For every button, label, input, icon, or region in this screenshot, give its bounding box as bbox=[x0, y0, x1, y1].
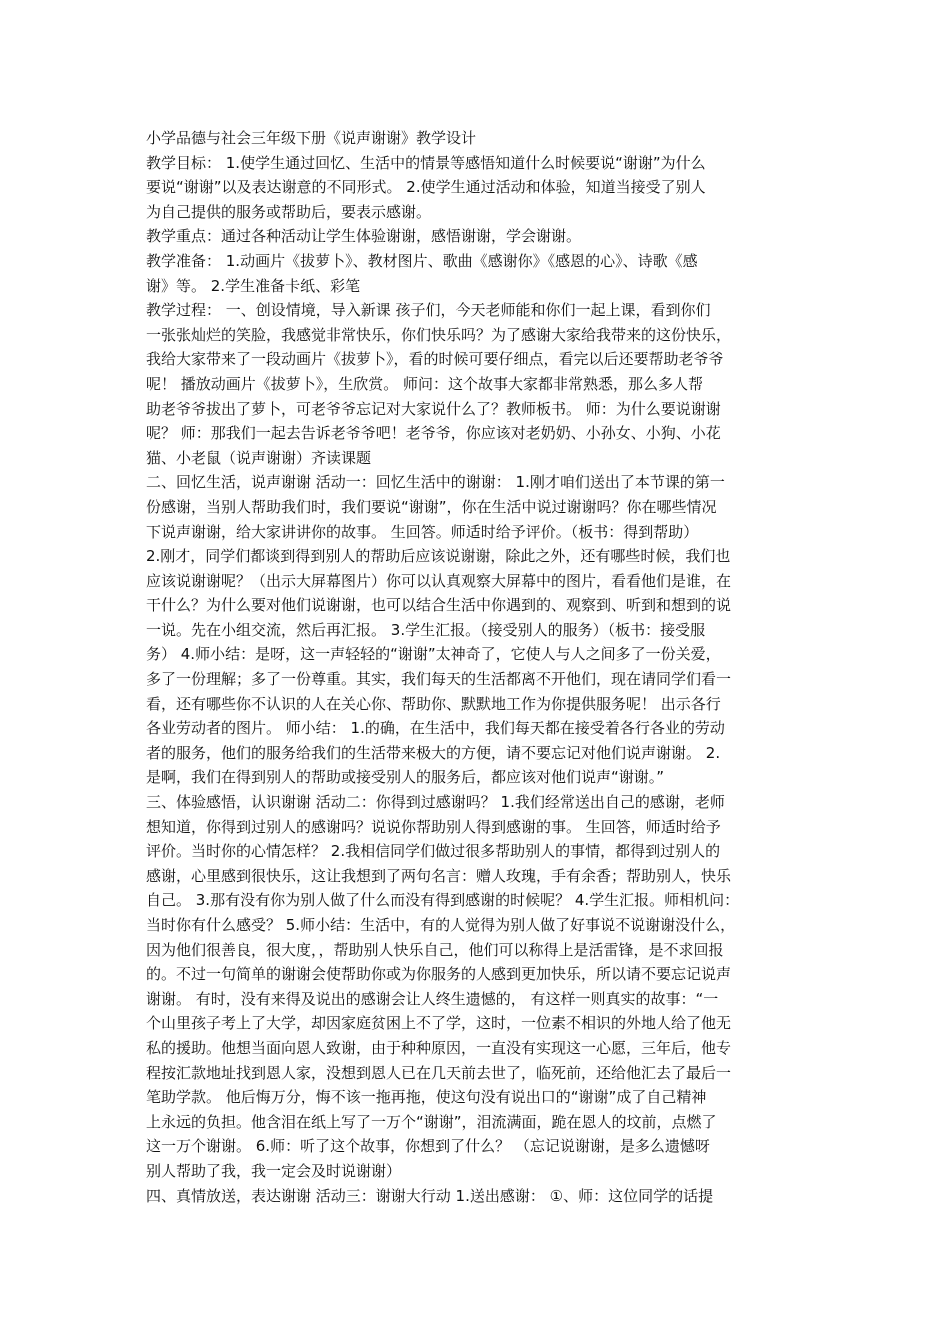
text-line bbox=[146, 224, 812, 249]
text-line-content: 笔助学款。 他后悔万分，悔不该一拖再拖，使这句没有说出口的“谢谢”成了自己精神 bbox=[146, 1088, 707, 1107]
text-line-content: 是啊，我们在得到别人的帮助或接受别人的服务后，都应该对他们说声“谢谢。” bbox=[146, 768, 665, 787]
text-line-content: 呢？ 师：那我们一起去告诉老爷爷吧！老爷爷，你应该对老奶奶、小孙女、小狗、小花 bbox=[146, 424, 721, 443]
text-line bbox=[146, 323, 812, 348]
text-line-content: 谢谢。 有时，没有来得及说出的感谢会让人终生遗憾的， 有这样一则真实的故事：“一 bbox=[146, 989, 719, 1008]
text-line-content: 私的援助。他想当面向恩人致谢，由于种种原因，一直没有实现这一心愿，三年后，他专 bbox=[146, 1038, 732, 1057]
text-line-content: 教学重点：通过各种活动让学生体验谢谢，感悟谢谢，学会谢谢。 bbox=[146, 227, 582, 246]
text-line-content: 当时你有什么感受？ 5.师小结：生活中，有的人觉得为别人做了好事说不说谢谢没什么， bbox=[146, 916, 736, 934]
text-line-content: 教学准备： 1.动画片《拔萝卜》、教材图片、歌曲《感谢你》《感恩的心》、诗歌《感 bbox=[146, 251, 698, 270]
text-line-content: 我给大家带来了一段动画片《拔萝卜》，看的时候可要仔细点，看完以后还要帮助老爷爷 bbox=[146, 350, 724, 369]
text-line-content: 谢》等。 2.学生准备卡纸、彩笔 bbox=[146, 276, 361, 295]
text-line bbox=[146, 470, 812, 495]
text-line-content: 者的服务，他们的服务给我们的生活带来极大的方便，请不要忘记对他们说声谢谢。 2. bbox=[146, 743, 721, 762]
text-line-content: 应该说谢谢呢？（出示大屏幕图片）你可以认真观察大屏幕中的图片，看看他们是谁，在 bbox=[146, 571, 732, 590]
text-line bbox=[146, 1036, 812, 1061]
text-line bbox=[146, 569, 812, 594]
text-line-content: 自己。 3.那有没有你为别人做了什么而没有得到感谢的时候呢？ 4.学生汇报。师相机问： bbox=[146, 891, 740, 910]
text-line bbox=[146, 175, 812, 200]
text-line-content: 小学品德与社会三年级下册《说声谢谢》教学设计 bbox=[146, 129, 477, 147]
text-line bbox=[146, 298, 812, 323]
text-line bbox=[146, 249, 812, 274]
text-line bbox=[146, 446, 812, 471]
text-line bbox=[146, 888, 812, 913]
text-line-content: 的。不过一句简单的谢谢会使帮助你或为你服务的人感到更加快乐，所以请不要忘记说声 bbox=[146, 965, 732, 984]
text-line bbox=[146, 151, 812, 176]
text-line bbox=[146, 200, 812, 225]
text-line-content: 上永远的负担。他含泪在纸上写了一万个“谢谢”，泪流满面，跪在恩人的坟前，点燃了 bbox=[146, 1112, 717, 1131]
document-title bbox=[146, 126, 812, 151]
text-line bbox=[146, 1061, 812, 1086]
text-line bbox=[146, 864, 812, 889]
text-line-content: 个山里孩子考上了大学，却因家庭贫困上不了学，这时，一位素不相识的外地人给了他无 bbox=[146, 1014, 732, 1033]
text-line bbox=[146, 397, 812, 422]
text-line-content: 教学目标： 1.使学生通过回忆、生活中的情景等感悟知道什么时候要说“谢谢”为什么 bbox=[146, 153, 706, 172]
text-line-content: 评价。当时你的心情怎样？ 2.我相信同学们做过很多帮助别人的事情，都得到过别人的 bbox=[146, 842, 721, 861]
text-line bbox=[146, 692, 812, 717]
text-line-content: 为自己提供的服务或帮助后，要表示感谢。 bbox=[146, 202, 432, 221]
text-line-content: 多了一份理解；多了一份尊重。其实，我们每天的生活都离不开他们，现在请同学们看一 bbox=[146, 670, 732, 689]
text-line bbox=[146, 1085, 812, 1110]
text-line bbox=[146, 520, 812, 545]
text-line-content: 要说“谢谢”以及表达谢意的不同形式。 2.使学生通过活动和体验，知道当接受了别人 bbox=[146, 178, 706, 197]
text-line-content: 一说。先在小组交流，然后再汇报。 3.学生汇报。（接受别人的服务）（板书：接受服 bbox=[146, 620, 706, 639]
text-line bbox=[146, 938, 812, 963]
text-line bbox=[146, 642, 812, 667]
text-line bbox=[146, 593, 812, 618]
text-line bbox=[146, 618, 812, 643]
text-line-content: 看，还有哪些你不认识的人在关心你、帮助你、默默地工作为你提供服务呢！ 出示各行 bbox=[146, 694, 721, 713]
text-line-content: 助老爷爷拔出了萝卜，可老爷爷忘记对大家说什么了？教师板书。 师：为什么要说谢谢 bbox=[146, 399, 721, 418]
text-line-content: 2.刚才，同学们都谈到得到别人的帮助后应该说谢谢，除此之外，还有哪些时候，我们也 bbox=[146, 547, 731, 566]
text-line-content: 教学过程： 一、创设情境，导入新课 孩子们，今天老师能和你们一起上课，看到你们 bbox=[146, 301, 711, 320]
text-line-content: 下说声谢谢，给大家讲讲你的故事。 生回答。师适时给予评价。（板书：得到帮助） bbox=[146, 522, 699, 541]
text-line bbox=[146, 372, 812, 397]
text-line-content: 干什么？为什么要对他们说谢谢，也可以结合生活中你遇到的、观察到、听到和想到的说 bbox=[146, 596, 732, 615]
text-line-content: 别人帮助了我，我一定会及时说谢谢） bbox=[146, 1161, 402, 1180]
text-line bbox=[146, 1011, 812, 1036]
text-line-content: 务） 4.师小结：是呀，这一声轻轻的“谢谢”太神奇了，它使人与人之间多了一份关爱， bbox=[146, 645, 721, 664]
text-line bbox=[146, 1184, 812, 1209]
text-line bbox=[146, 1134, 812, 1159]
lesson-plan-text bbox=[146, 126, 812, 1208]
text-line bbox=[146, 495, 812, 520]
text-line-content: 呢！ 播放动画片《拔萝卜》，生欣赏。 师问：这个故事大家都非常熟悉，那么多人帮 bbox=[146, 374, 704, 393]
text-line bbox=[146, 962, 812, 987]
text-line bbox=[146, 839, 812, 864]
text-line-content: 三、体验感悟，认识谢谢 活动二：你得到过感谢吗？ 1.我们经常送出自己的感谢，老师 bbox=[146, 793, 725, 812]
text-line bbox=[146, 716, 812, 741]
text-line-content: 一张张灿烂的笑脸，我感觉非常快乐，你们快乐吗？为了感谢大家给我带来的这份快乐， bbox=[146, 325, 732, 344]
text-line-content: 猫、小老鼠（说声谢谢）齐读课题 bbox=[146, 448, 372, 467]
text-line bbox=[146, 347, 812, 372]
text-line bbox=[146, 1159, 812, 1184]
text-line-content: 想知道，你得到过别人的感谢吗？说说你帮助别人得到感谢的事。 生回答，师适时给予 bbox=[146, 817, 721, 836]
text-line bbox=[146, 765, 812, 790]
text-line bbox=[146, 741, 812, 766]
text-line bbox=[146, 815, 812, 840]
text-line bbox=[146, 421, 812, 446]
text-line bbox=[146, 987, 812, 1012]
text-line-content: 份感谢，当别人帮助我们时，我们要说“谢谢”，你在生活中说过谢谢吗？你在哪些情况 bbox=[146, 497, 717, 516]
text-line bbox=[146, 913, 812, 938]
text-line-content: 四、真情放送，表达谢谢 活动三：谢谢大行动 1.送出感谢： ①、师：这位同学的话提 bbox=[146, 1186, 714, 1205]
text-line bbox=[146, 1110, 812, 1135]
text-line-content: 因为他们很善良，很大度，，帮助别人快乐自己，他们可以称得上是活雷锋，是不求回报 bbox=[146, 940, 724, 959]
text-line bbox=[146, 274, 812, 299]
text-line bbox=[146, 544, 812, 569]
text-line bbox=[146, 667, 812, 692]
text-line bbox=[146, 790, 812, 815]
text-line-content: 程按汇款地址找到恩人家，没想到恩人已在几天前去世了，临死前，还给他汇去了最后一 bbox=[146, 1063, 732, 1082]
text-line-content: 感谢，心里感到很快乐，这让我想到了两句名言：赠人玫瑰，手有余香；帮助别人，快乐 bbox=[146, 866, 732, 885]
text-line-content: 这一万个谢谢。 6.师：听了这个故事，你想到了什么？ （忘记说谢谢，是多么遗憾呀 bbox=[146, 1137, 710, 1156]
text-line-content: 二、回忆生活，说声谢谢 活动一：回忆生活中的谢谢： 1.刚才咱们送出了本节课的第一 bbox=[146, 473, 725, 492]
text-line-content: 各业劳动者的图片。 师小结： 1.的确，在生活中，我们每天都在接受着各行各业的劳动 bbox=[146, 719, 725, 738]
